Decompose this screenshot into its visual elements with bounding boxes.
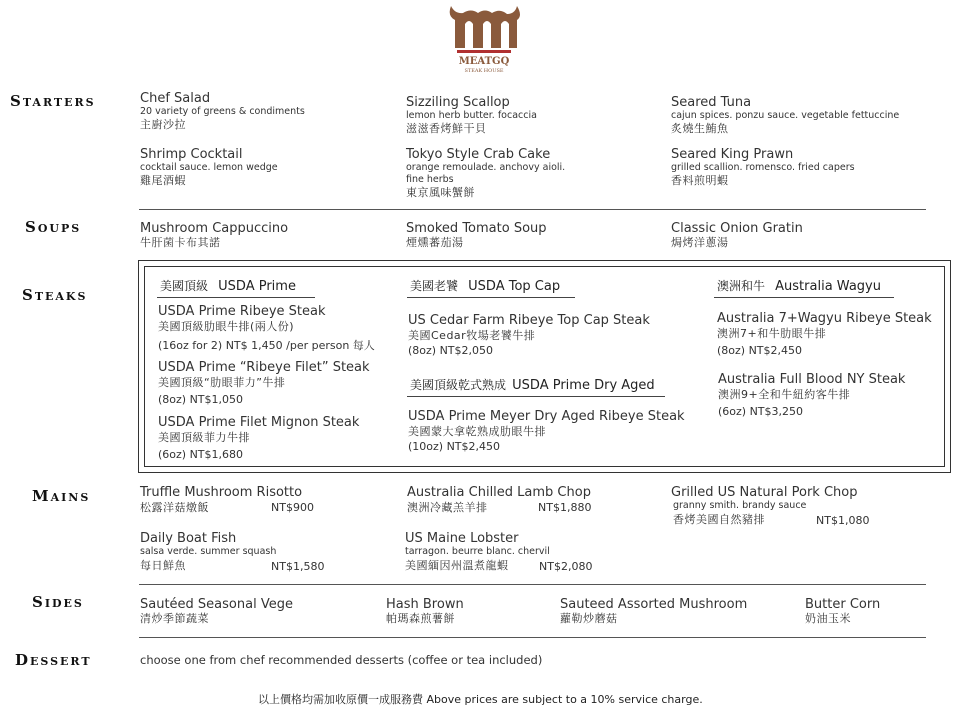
group-underline [714, 297, 894, 298]
menu-item [671, 221, 803, 250]
menu-item [671, 485, 870, 527]
item-name: Sauteed Assorted Mushroom [560, 597, 748, 612]
item-desc: tarragon. beurre blanc. chervil [405, 546, 550, 557]
item-name: Hash Brown [386, 597, 464, 612]
steak-group-usda-top-cap [410, 277, 560, 294]
steak-item [158, 415, 359, 461]
item-name: Smoked Tomato Soup [406, 221, 547, 236]
item-name: Mushroom Cappuccino [140, 221, 289, 236]
section-title-sides: Sides [32, 593, 84, 611]
item-cn: 牛肝菌卡布其諾 [140, 236, 221, 249]
item-cn: 帕瑪森煎薯餅 [386, 612, 455, 625]
divider [139, 637, 926, 638]
item-price: (10oz) NT$2,450 [408, 440, 501, 453]
item-cn: 松露洋菇燉飯 [140, 501, 209, 514]
item-cn: 美國頂級菲力牛排 [158, 431, 250, 444]
bull-horns-logo-icon [445, 0, 523, 52]
menu-item [671, 95, 899, 136]
group-en: USDA Top Cap [468, 279, 561, 294]
item-cn: 炙燒生鮪魚 [671, 122, 729, 135]
steak-group-dry-aged [410, 376, 655, 393]
menu-item [386, 597, 464, 626]
item-cn: 煙燻蕃茄湯 [406, 236, 464, 249]
item-desc: cajun spices. ponzu sauce. vegetable fettuccine [671, 110, 900, 121]
steak-item [158, 360, 370, 406]
item-name: Australia Chilled Lamb Chop [407, 485, 591, 500]
group-underline [407, 396, 665, 397]
group-cn: 美國頂級乾式熟成 [410, 378, 507, 392]
menu-item [140, 221, 288, 250]
item-cn: 滋滋香烤鮮干貝 [406, 122, 487, 135]
item-name: Chef Salad [140, 91, 211, 106]
item-price: NT$900 [271, 501, 314, 514]
item-desc: fine herbs [406, 174, 454, 185]
item-desc: grilled scallion. romensco. fried capers [671, 162, 855, 173]
menu-item [405, 531, 593, 573]
item-name: Classic Onion Gratin [671, 221, 803, 236]
item-name: Seared King Prawn [671, 147, 794, 162]
item-cn: 美國頂級“肋眼菲力”牛排 [158, 376, 286, 389]
item-name: Seared Tuna [671, 95, 752, 110]
group-en: USDA Prime Dry Aged [512, 378, 655, 393]
steak-group-australia-wagyu [717, 277, 881, 294]
menu-item [560, 597, 747, 626]
item-price: (8oz) NT$2,450 [717, 344, 803, 357]
item-cn: 美國蒙大拿乾熟成肋眼牛排 [408, 425, 546, 438]
menu-item [140, 485, 314, 515]
item-cn: 香烤美國自然豬排 [673, 513, 765, 526]
menu-item [407, 485, 591, 515]
section-title-steaks: Steaks [22, 286, 88, 304]
group-underline [157, 297, 315, 298]
menu-item [140, 597, 293, 626]
brand-tagline: STEAK HOUSE [464, 68, 504, 74]
menu-item [406, 95, 537, 136]
item-desc: granny smith. brandy sauce [673, 500, 807, 511]
item-desc: cocktail sauce. lemon wedge [140, 162, 278, 173]
item-desc: orange remoulade. anchovy aioli. [406, 162, 566, 173]
item-cn: 焗烤洋蔥湯 [671, 236, 729, 249]
menu-item [406, 221, 547, 250]
steak-item [408, 409, 685, 453]
section-title-mains: Mains [32, 487, 91, 505]
item-price: NT$2,080 [539, 560, 593, 573]
group-cn: 澳洲和牛 [717, 279, 766, 293]
item-cn: 澳洲9+全和牛紐約客牛排 [718, 388, 851, 401]
item-cn: 澳洲冷藏羔羊排 [407, 501, 488, 514]
item-name: USDA Prime Meyer Dry Aged Ribeye Steak [408, 409, 685, 424]
item-desc: 20 variety of greens & condiments [140, 106, 305, 117]
item-price: NT$1,580 [271, 560, 325, 573]
menu-item [140, 147, 278, 188]
item-name: Grilled US Natural Pork Chop [671, 485, 858, 500]
item-cn: 澳洲7+和牛肋眼牛排 [717, 327, 827, 340]
item-name: USDA Prime Ribeye Steak [158, 304, 326, 319]
item-cn: 每日鮮魚 [140, 559, 186, 572]
item-name: Australia 7+Wagyu Ribeye Steak [717, 311, 932, 326]
item-price: (6oz) NT$1,680 [158, 448, 244, 461]
item-desc: lemon herb butter. focaccia [406, 110, 537, 121]
group-underline [407, 297, 575, 298]
item-cn: 奶油玉米 [805, 612, 851, 625]
item-name: Australia Full Blood NY Steak [718, 372, 906, 387]
steak-item [718, 372, 905, 418]
menu-item [140, 91, 305, 132]
section-title-dessert: Dessert [15, 651, 92, 669]
item-price: (6oz) NT$3,250 [718, 405, 804, 418]
item-name: Sautéed Seasonal Vege [140, 597, 293, 612]
item-cn: 雞尾酒蝦 [140, 174, 186, 187]
item-cn: 蘿勒炒蘑菇 [560, 612, 618, 625]
item-name: USDA Prime Filet Mignon Steak [158, 415, 360, 430]
item-price: (8oz) NT$1,050 [158, 393, 244, 406]
menu-item [805, 597, 880, 626]
steak-item [408, 313, 650, 357]
menu-item [671, 147, 855, 188]
group-cn: 美國頂級 [160, 279, 209, 293]
item-name: Butter Corn [805, 597, 881, 612]
section-title-starters: Starters [10, 92, 96, 110]
item-price: (16oz for 2) NT$ 1,450 /per person 每人 [158, 339, 375, 352]
item-cn: 主廚沙拉 [140, 118, 186, 131]
item-cn: 東京風味蟹餅 [406, 186, 475, 199]
steak-item [717, 311, 932, 357]
item-price: (8oz) NT$2,050 [408, 344, 494, 357]
item-name: Truffle Mushroom Risotto [140, 485, 303, 500]
item-name: USDA Prime “Ribeye Filet” Steak [158, 360, 370, 375]
item-cn: 美國緬因州溫煮龍蝦 [405, 559, 509, 572]
item-price: NT$1,880 [538, 501, 592, 514]
item-cn: 香料煎明蝦 [671, 174, 729, 187]
group-en: Australia Wagyu [775, 279, 881, 294]
item-price: NT$1,080 [816, 514, 870, 527]
group-cn: 美國老饕 [410, 279, 459, 293]
item-name: Shrimp Cocktail [140, 147, 243, 162]
logo-underline [457, 50, 511, 53]
service-charge-note: 以上價格均需加收原價一成服務費 Above prices are subject to a 10% service charge. [258, 693, 703, 706]
menu-item [140, 531, 325, 573]
brand-logo [445, 0, 523, 80]
item-name: Sizziling Scallop [406, 95, 510, 110]
item-name: US Cedar Farm Ribeye Top Cap Steak [408, 313, 650, 328]
steak-item [158, 304, 375, 353]
item-cn: 清炒季節蔬菜 [140, 612, 209, 625]
item-cn: 美國頂級肋眼牛排(兩人份) [158, 320, 295, 333]
divider [139, 209, 926, 210]
steak-group-usda-prime [160, 277, 296, 294]
item-desc: salsa verde. summer squash [140, 546, 277, 557]
section-title-soups: Soups [25, 218, 82, 236]
item-name: Tokyo Style Crab Cake [406, 147, 551, 162]
item-cn: 美國Cedar牧場老饕牛排 [408, 329, 536, 342]
menu-item [406, 147, 565, 200]
group-en: USDA Prime [218, 279, 296, 294]
dessert-text: choose one from chef recommended desserts (coffee or tea included) [140, 653, 543, 667]
item-name: US Maine Lobster [405, 531, 519, 546]
divider [139, 584, 926, 585]
brand-name: MEATGQ [458, 56, 510, 67]
item-name: Daily Boat Fish [140, 531, 237, 546]
